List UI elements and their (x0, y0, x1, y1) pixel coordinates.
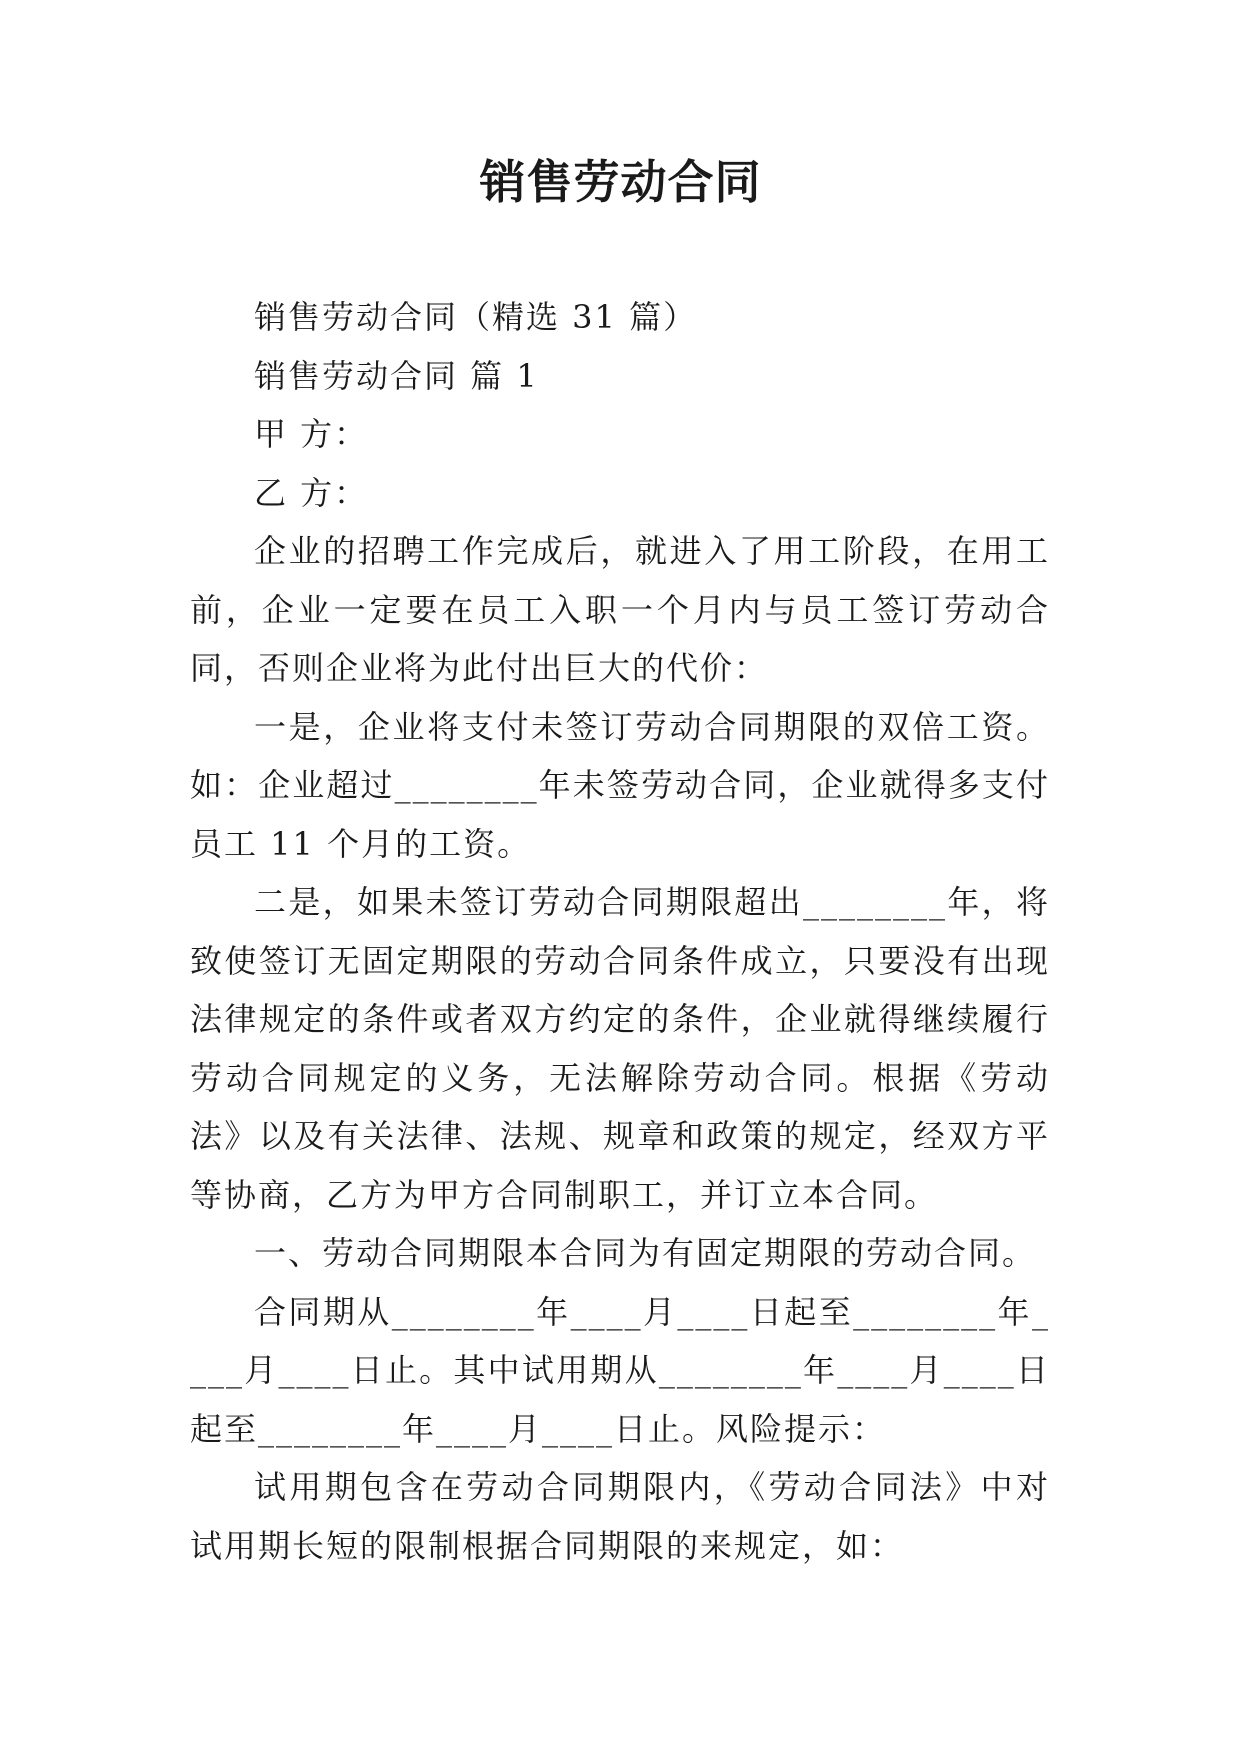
body-paragraph: 合同期从________年____月____日起至________年____月____日止。其中试用期从________年____月____日起至________年____月____日止。风险提示： (190, 1292, 1050, 1448)
party-a-line: 甲 方： (254, 415, 369, 453)
body-paragraph: 二是，如果未签订劳动合同期限超出________年，将致使签订无固定期限的劳动合同条件成立，只要没有出现法律规定的条件或者双方约定的条件，企业就得继续履行劳动合同规定的义务，无法解除劳动合同。根据《劳动法》以及有关法律、法规、规章和政策的规定，经双方平等协商，乙方为甲方合同制职工，并订立本合同。 (190, 883, 1050, 1214)
section-heading: 销售劳动合同 篇 1 (254, 356, 539, 395)
document-body (190, 288, 1050, 1575)
body-paragraph: 一是，企业将支付未签订劳动合同期限的双倍工资。如：企业超过________年未签劳动合同，企业就得多支付员工 11 个月的工资。 (190, 707, 1050, 863)
body-paragraph: 试用期包含在劳动合同期限内，《劳动合同法》中对试用期长短的限制根据合同期限的来规定，如： (190, 1468, 1050, 1565)
body-paragraph: 企业的招聘工作完成后，就进入了用工阶段，在用工前，企业一定要在员工入职一个月内与员工签订劳动合同，否则企业将为此付出巨大的代价： (190, 532, 1050, 687)
party-b-line: 乙 方： (254, 473, 369, 512)
document-title: 销售劳动合同 (479, 155, 762, 209)
subtitle-paragraph: 销售劳动合同（精选 31 篇） (254, 298, 698, 336)
body-paragraph: 一、劳动合同期限本合同为有固定期限的劳动合同。 (254, 1234, 1037, 1272)
